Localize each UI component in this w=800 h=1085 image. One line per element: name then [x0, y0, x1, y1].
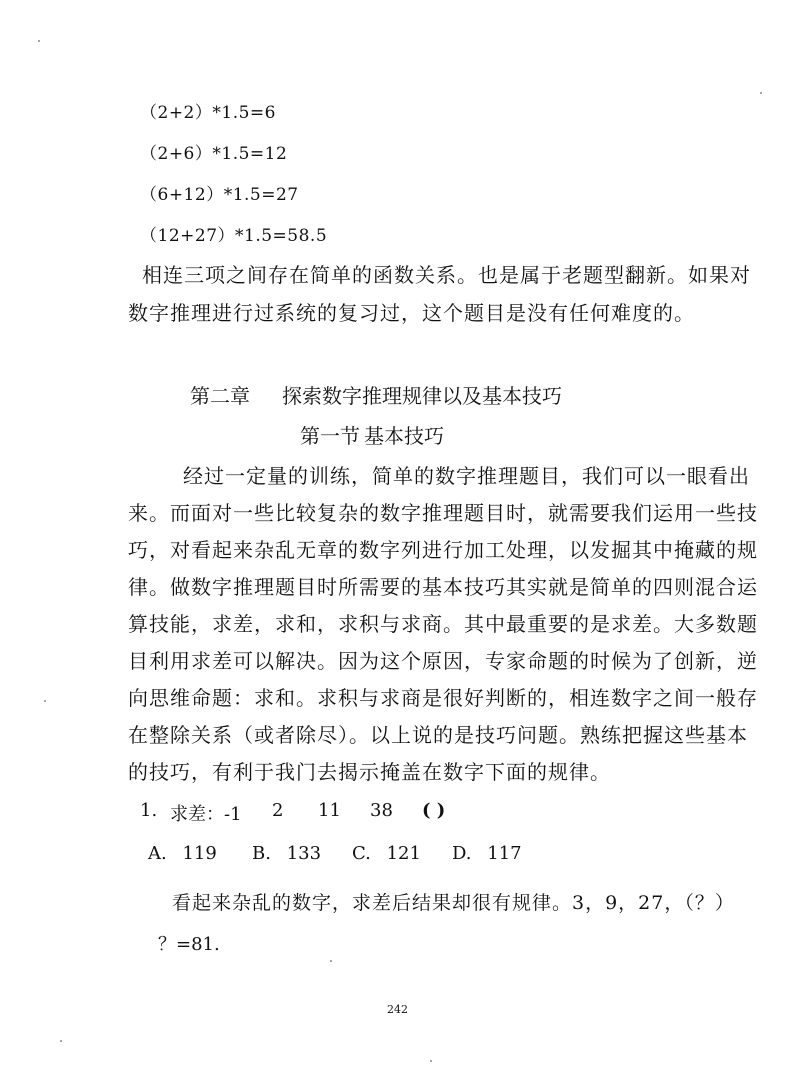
- section-number: 第一节: [300, 424, 360, 448]
- scan-speck: [60, 1040, 62, 1042]
- paragraph-line: 目利用求差可以解决。因为这个原因，专家命题的时候为了创新，逆: [128, 649, 758, 673]
- paragraph-line: 来。而面对一些比较复杂的数字推理题目时，就需要我们运用一些技: [128, 501, 758, 525]
- option-label: C.: [352, 843, 371, 864]
- explanation-line: 看起来杂乱的数字，求差后结果却很有规律。3，9，27，（？）: [172, 892, 735, 914]
- paragraph-line: 算技能，求差，求和，求积与求商。其中最重要的是求差。大多数题: [128, 612, 758, 636]
- sequence-term: 11: [318, 800, 341, 821]
- option-d: [452, 843, 522, 864]
- paragraph-line: 巧，对看起来杂乱无章的数字列进行加工处理，以发掘其中掩藏的规: [128, 538, 758, 562]
- paragraph-line: 的技巧，有利于我门去揭示掩盖在数字下面的规律。: [128, 760, 611, 784]
- paragraph-line: 在整除关系（或者除尽）。以上说的是技巧问题。熟练把握这些基本: [128, 723, 748, 747]
- option-value: 119: [182, 843, 217, 864]
- chapter-number: 第二章: [190, 384, 250, 408]
- sequence-term: 38: [370, 800, 393, 821]
- intro-line: 相连三项之间存在简单的函数关系。也是属于老题型翻新。如果对: [142, 263, 751, 287]
- scan-speck: [330, 960, 332, 962]
- paragraph-line: 经过一定量的训练，简单的数字推理题目，我们可以一眼看出: [183, 464, 750, 488]
- option-value: 121: [386, 843, 421, 864]
- page-number: 242: [387, 1003, 408, 1016]
- option-c: [352, 843, 421, 864]
- equation-line: （6+12）*1.5=27: [140, 185, 299, 205]
- question-prompt: 求差：-1: [170, 804, 242, 825]
- scan-speck: [44, 700, 46, 702]
- option-a: [148, 843, 217, 864]
- scan-speck: [760, 92, 762, 94]
- paragraph-line: 律。做数字推理题目时所需要的基本技巧其实就是简单的四则混合运: [128, 575, 758, 599]
- option-label: A.: [148, 843, 167, 864]
- scan-speck: [430, 1060, 432, 1062]
- equation-line: （2+2）*1.5=6: [140, 103, 276, 123]
- equation-line: （2+6）*1.5=12: [140, 144, 288, 164]
- sequence-term: 2: [272, 800, 284, 821]
- intro-line: 数字推理进行过系统的复习过，这个题目是没有任何难度的。: [128, 301, 695, 325]
- paragraph-line: 向思维命题：求和。求积与求商是很好判断的，相连数字之间一般存: [128, 686, 758, 710]
- option-b: [252, 843, 321, 864]
- section-title: 基本技巧: [364, 424, 444, 448]
- answer-blank: ( ): [422, 800, 446, 821]
- equation-line: （12+27）*1.5=58.5: [140, 226, 328, 246]
- option-label: B.: [252, 843, 271, 864]
- scan-speck: [38, 40, 40, 42]
- explanation-line: ？=81.: [158, 934, 220, 955]
- option-value: 117: [487, 843, 522, 864]
- option-value: 133: [286, 843, 322, 864]
- question-number: 1.: [140, 800, 158, 821]
- chapter-title: 探索数字推理规律以及基本技巧: [282, 384, 562, 408]
- option-label: D.: [452, 843, 472, 864]
